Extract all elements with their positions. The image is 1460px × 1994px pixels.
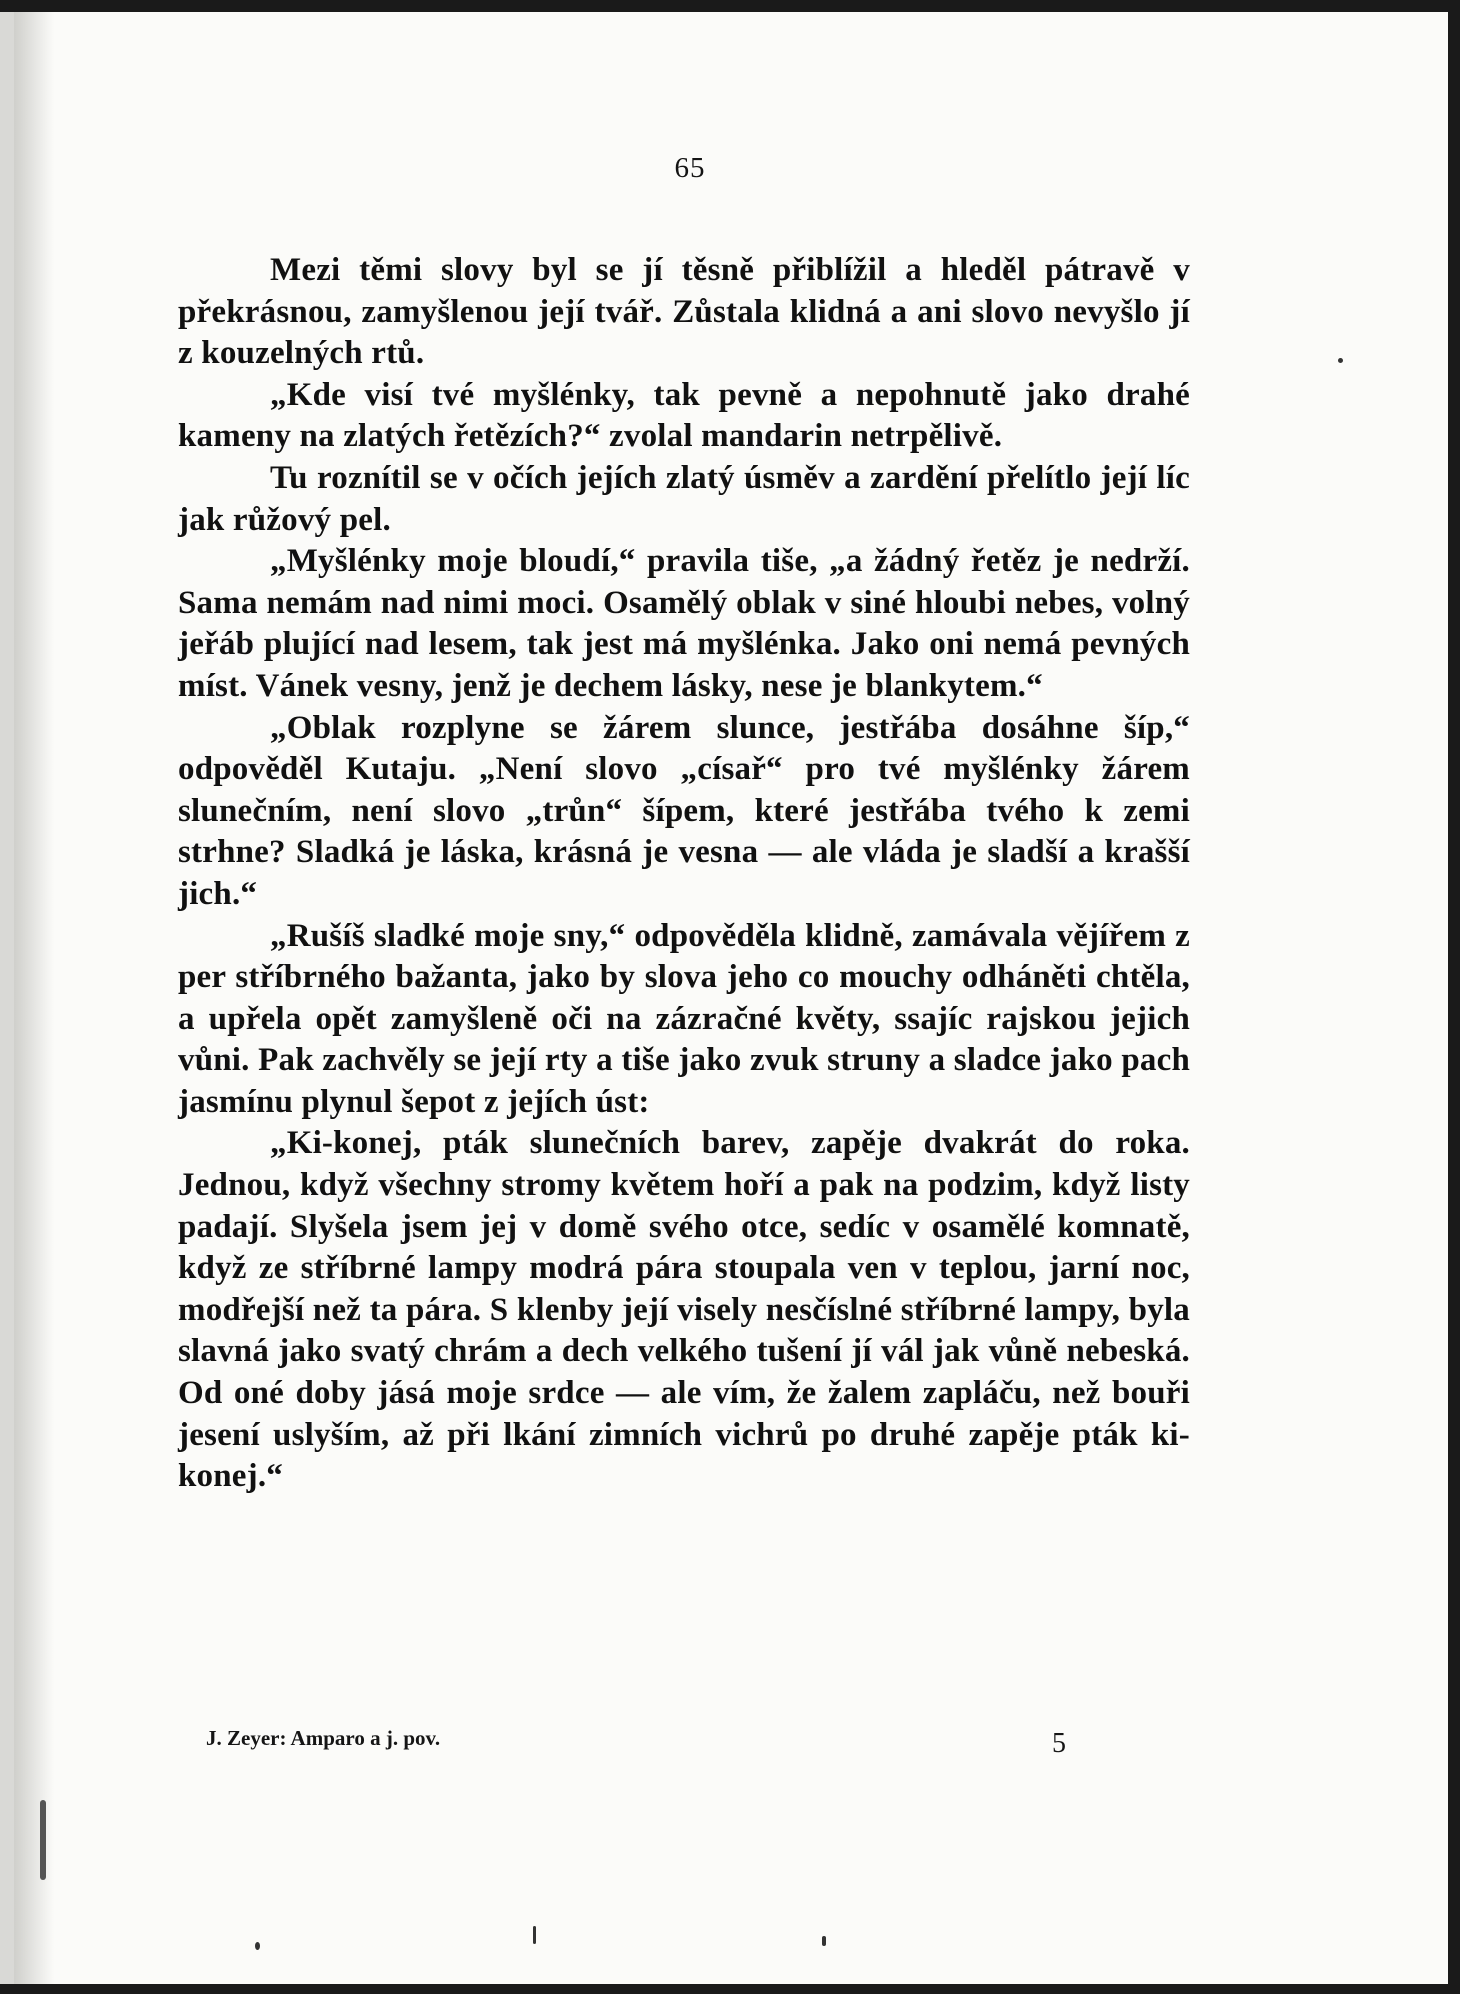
paragraph: „Oblak rozplyne se žárem slunce, jestřába dosáhne šíp,“ odpověděl Kutaju. „Není slovo „císař“ pro tvé myšlénky žárem slunečním, není slovo „trůn“ šípem, které jestřába tvého k zemi strhne? Sladká je láska, krásná je vesna — ale vláda je sladší a krašší jich.“: [178, 709, 1190, 912]
paragraph: Tu roznítil se v očích jejích zlatý úsměv a zardění přelítlo její líc jak růžový pel.: [178, 459, 1190, 538]
ink-speck: [40, 1800, 46, 1880]
paragraph: „Rušíš sladké moje sny,“ odpověděla klidně, zamávala vějířem z per stříbrného bažanta, jako by slova jeho co mouchy odháněti chtěla, a upřela opět zamyšleně oči na zázračné květy, ssajíc rajskou jejich vůni. Pak zachvěly se její rty a tiše jako zvuk struny a sladce jako pach jasmínu plynul šepot z jejích úst:: [178, 917, 1190, 1120]
body-text: [178, 250, 1190, 1498]
ink-speck: [1338, 358, 1343, 363]
ink-speck: [533, 1926, 536, 1944]
page-number: 65: [674, 152, 706, 184]
paragraph: Mezi těmi slovy byl se jí těsně přiblížil a hleděl pátravě v překrásnou, zamyšlenou její tvář. Zůstala klidná a ani slovo nevyšlo jí z kouzelných rtů.: [178, 252, 1190, 372]
ink-speck: [822, 1936, 826, 1946]
paragraph: „Ki-konej, pták slunečních barev, zapěje dvakrát do roka. Jednou, když všechny stromy květem hoří a pak na podzim, když listy padají. Slyšela jsem jej v domě svého otce, sedíc v osamělé komnatě, když ze stříbrné lampy modrá pára stoupala ven v teplou, jarní noc, modřejší než ta pára. S klenby její visely nesčíslné stříbrné lampy, byla slavná jako svatý chrám a dech velkého tušení jí vál jak vůně nebeská. Od oné doby jásá moje srdce — ale vím, že žalem zapláču, než bouři jesení uslyším, až při lkání zimních vichrů po druhé zapěje pták ki-konej.“: [178, 1125, 1190, 1495]
gutter-shadow: [14, 12, 54, 1984]
scan-bottom-edge: [0, 1984, 1460, 1994]
paragraph: „Kde visí tvé myšlénky, tak pevně a nepohnutě jako drahé kameny na zlatých řetězích?“ zvolal mandarin netrpělivě.: [178, 376, 1190, 455]
signature-mark: 5: [1052, 1728, 1066, 1759]
paragraph: „Myšlénky moje bloudí,“ pravila tiše, „a žádný řetěz je nedrží. Sama nemám nad nimi moci. Osamělý oblak v siné hloubi nebes, volný jeřáb plující nad lesem, tak jest má myšlénka. Jako oni nemá pevných míst. Vánek vesny, jenž je dechem lásky, nese je blankytem.“: [178, 543, 1190, 704]
footer-citation: J. Zeyer: Amparo a j. pov.: [206, 1726, 441, 1750]
ink-speck: [255, 1942, 260, 1950]
